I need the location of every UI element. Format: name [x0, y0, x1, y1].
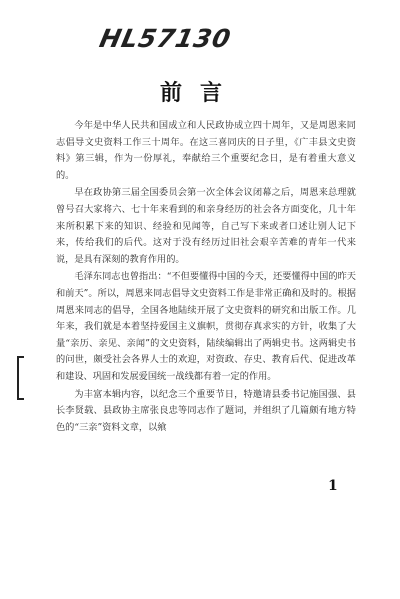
paragraph-2: 早在政协第三届全国委员会第一次全体会议闭幕之后，周恩来总理就曾号召大家将六、七十年来看到的和亲身经历的社会各方面变化，几十年来所积累下来的知识、经验和见闻等，自己写下来或者口述让别人记下来，传给我们的后代。这对于没有经历过旧社会艰辛苦难的青年一代来说，是具有深刻的教育作用的。 [56, 187, 356, 265]
body-text [56, 118, 356, 437]
paragraph-1: 今年是中华人民共和国成立和人民政协成立四十周年，又是周恩来同志倡导文史资料工作三十周年。在这三喜同庆的日子里，《广丰县文史资料》第三辑，作为一份厚礼，奉献给三个重要纪念日，是有着重大意义的。 [56, 120, 356, 181]
margin-bracket-mark [17, 356, 24, 400]
paragraph-3: 毛泽东同志也曾指出：“不但要懂得中国的今天，还要懂得中国的昨天和前天”。所以，周恩来同志倡导文史资料工作是非常正确和及时的。根据周恩来同志的倡导，全国各地陆续开展了文史资料的研究和出版工作。几年来，我们就是本着坚持爱国主义旗帜，贯彻存真求实的方针，收集了大量“亲历、亲见、亲闻”的文史资料，陆续编辑出了两辑史书。这两辑史书的问世，颇受社会各界人士的欢迎，对资政、存史、教育后代、促进改革和建设、巩固和发展爱国统一战线都有着一定的作用。 [56, 271, 356, 382]
page-number: 1 [328, 478, 338, 494]
paragraph-4: 为丰富本辑内容，以纪念三个重要节日，特邀请县委书记施国强、县长李贤载、县政协主席张良忠等同志作了题词，并组织了几篇颇有地方特色的“三亲”资料文章，以飨 [56, 388, 356, 433]
handwritten-catalog-note: HL57130 [96, 24, 234, 53]
page-title: 前言 [159, 80, 240, 106]
